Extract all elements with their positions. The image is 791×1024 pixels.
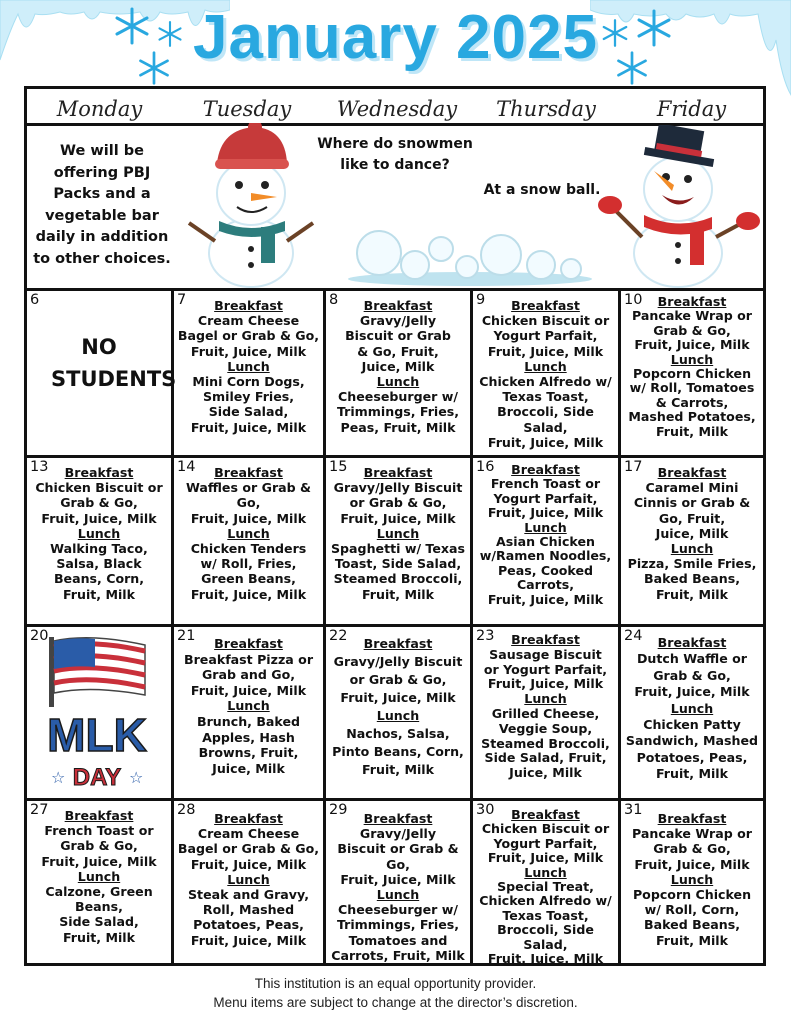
day-cell-23 [473, 627, 618, 798]
breakfast-menu: Sausage Biscuit or Yogurt Parfait, Fruit, Juice, Milk [483, 646, 608, 692]
day-number: 7 [177, 292, 187, 308]
day-cell-16 [473, 458, 618, 624]
breakfast-label: Breakfast [363, 811, 433, 826]
breakfast-menu: Chicken Biscuit or Grab & Go, Fruit, Juice, Milk [35, 480, 163, 526]
day-header-wednesday: Wednesday [336, 97, 458, 121]
lunch-menu: Spaghetti w/ Texas Toast, Side Salad, Steamed Broccoli, Fruit, Milk [330, 541, 466, 602]
breakfast-label: Breakfast [511, 298, 580, 313]
day-number: 28 [177, 802, 196, 818]
breakfast-label: Breakfast [657, 635, 727, 650]
day-cell-21 [174, 627, 323, 798]
snowman-left-illustration [185, 123, 320, 289]
breakfast-menu: French Toast or Grab & Go, Fruit, Juice, Milk [41, 823, 157, 869]
lunch-label: Lunch [670, 351, 714, 367]
day-number: 16 [476, 459, 495, 475]
day-number: 9 [476, 292, 486, 308]
breakfast-label: Breakfast [214, 465, 283, 480]
day-number: 24 [624, 628, 643, 644]
lunch-menu: Cheeseburger w/ Trimmings, Fries, Peas, Fruit, Milk [336, 389, 460, 435]
lunch-menu: Pizza, Smile Fries, Baked Beans, Fruit, Milk [627, 556, 757, 602]
calendar-grid [24, 86, 766, 966]
lunch-label: Lunch [524, 519, 567, 535]
day-number: 15 [329, 459, 348, 475]
snowman-right-illustration [592, 125, 764, 289]
breakfast-label: Breakfast [363, 636, 433, 651]
breakfast-label: Breakfast [363, 465, 433, 480]
day-number: 30 [476, 802, 495, 818]
day-header-thursday: Thursday [496, 97, 596, 121]
lunch-menu: Chicken Patty Sandwich, Mashed Potatoes, Peas, Fruit, Milk [625, 717, 759, 782]
footer-disclaimer: Menu items are subject to change at the director’s discretion. [213, 995, 578, 1010]
lunch-menu: Grilled Cheese, Veggie Soup, Steamed Broccoli, Side Salad, Fruit, Juice, Milk [481, 705, 610, 781]
breakfast-label: Breakfast [363, 298, 433, 313]
day-cell-8 [326, 291, 470, 455]
lunch-menu: Nachos, Salsa, Pinto Beans, Corn, Fruit, Milk [332, 726, 464, 777]
mlk-day-text: DAY [72, 764, 122, 791]
breakfast-label: Breakfast [214, 298, 283, 313]
mlk-day-flag-illustration [41, 633, 153, 793]
day-cell-20 [27, 627, 171, 798]
day-cell-6 [27, 291, 177, 455]
no-students-notice: NO STUDENTS [51, 335, 177, 391]
lunch-menu: Steak and Gravy, Roll, Mashed Potatoes, Peas, Fruit, Juice, Milk [187, 887, 310, 948]
breakfast-menu: French Toast or Yogurt Parfait, Fruit, Juice, Milk [487, 476, 604, 521]
lunch-label: Lunch [670, 871, 714, 887]
lunch-label: Lunch [524, 358, 567, 374]
day-cell-29 [326, 801, 470, 965]
lunch-label: Lunch [227, 871, 270, 887]
star-icon: ☆ [129, 768, 144, 787]
joke-answer: At a snow ball. [483, 182, 601, 198]
day-number: 8 [329, 292, 339, 308]
lunch-menu: Special Treat, Chicken Alfredo w/ Texas Toast, Broccoli, Side Salad, Fruit, Juice, Milk [479, 879, 612, 967]
breakfast-menu: Gravy/Jelly Biscuit or Grab & Go, Fruit, Juice, Milk [345, 313, 451, 374]
breakfast-label: Breakfast [214, 811, 283, 826]
lunch-menu: Chicken Tenders w/ Roll, Fries, Green Beans, Fruit, Juice, Milk [190, 541, 307, 602]
day-number: 13 [30, 459, 49, 475]
breakfast-label: Breakfast [511, 632, 580, 647]
lunch-menu: Calzone, Green Beans, Side Salad, Fruit, Milk [45, 884, 153, 945]
day-header-friday: Friday [656, 97, 727, 121]
lunch-label: Lunch [77, 525, 121, 541]
lunch-label: Lunch [227, 358, 270, 374]
day-cell-30 [473, 801, 618, 965]
lunch-label: Lunch [524, 691, 567, 707]
breakfast-menu: Cream Cheese Bagel or Grab & Go, Fruit, Juice, Milk [177, 826, 320, 872]
breakfast-label: Breakfast [511, 807, 580, 822]
day-cell-14 [174, 458, 323, 624]
lunch-label: Lunch [670, 700, 714, 716]
lunch-label: Lunch [376, 525, 420, 541]
snowballs-illustration [345, 225, 595, 287]
breakfast-menu: Chicken Biscuit or Yogurt Parfait, Fruit, Juice, Milk [481, 313, 610, 359]
lunch-menu: Brunch, Baked Apples, Hash Browns, Fruit, Juice, Milk [196, 713, 301, 776]
day-number: 23 [476, 628, 495, 644]
lunch-label: Lunch [376, 374, 420, 390]
lunch-label: Lunch [524, 864, 567, 880]
breakfast-menu: Pancake Wrap or Grab & Go, Fruit, Juice, Milk [632, 826, 752, 872]
day-cell-9 [473, 291, 618, 455]
star-icon: ☆ [51, 768, 66, 787]
day-cell-17 [621, 458, 763, 624]
lunch-menu: Popcorn Chicken w/ Roll, Tomatoes & Carrots, Mashed Potatoes, Fruit, Milk [628, 366, 756, 439]
mlk-text: MLK [47, 709, 147, 761]
day-number: 14 [177, 459, 196, 475]
lunch-label: Lunch [227, 525, 270, 541]
day-cell-27 [27, 801, 171, 965]
day-number: 6 [30, 292, 40, 308]
day-cell-22 [326, 627, 470, 798]
joke-question: Where do snowmen like to dance? [317, 136, 473, 173]
breakfast-label: Breakfast [64, 808, 134, 823]
day-cell-31 [621, 801, 763, 965]
day-number: 22 [329, 628, 348, 644]
breakfast-label: Breakfast [657, 811, 727, 826]
lunch-menu: Cheeseburger w/ Trimmings, Fries, Tomatoes and Carrots, Fruit, Milk [331, 902, 465, 963]
day-number: 31 [624, 802, 643, 818]
day-cell-24 [621, 627, 763, 798]
breakfast-menu: Waffles or Grab & Go, Fruit, Juice, Milk [185, 480, 312, 526]
day-number: 21 [177, 628, 196, 644]
breakfast-label: Breakfast [657, 294, 727, 309]
breakfast-menu: Cream Cheese Bagel or Grab & Go, Fruit, Juice, Milk [177, 313, 320, 359]
intro-text: We will be offering PBJ Packs and a vegetable bar daily in addition to other choices. [33, 143, 171, 267]
day-cell-7 [174, 291, 323, 455]
day-cell-10 [621, 291, 763, 455]
breakfast-menu: Dutch Waffle or Grab & Go, Fruit, Juice, Milk [634, 651, 750, 700]
day-number: 27 [30, 802, 49, 818]
breakfast-menu: Gravy/Jelly Biscuit or Grab & Go, Fruit, Juice, Milk [337, 826, 459, 887]
day-cell-13 [27, 458, 171, 624]
lunch-label: Lunch [376, 887, 420, 903]
day-number: 17 [624, 459, 643, 475]
breakfast-label: Breakfast [214, 636, 283, 651]
breakfast-menu: Gravy/Jelly Biscuit or Grab & Go, Fruit, Juice, Milk [333, 654, 463, 705]
day-number: 29 [329, 802, 348, 818]
breakfast-menu: Pancake Wrap or Grab & Go, Fruit, Juice, Milk [632, 308, 752, 353]
breakfast-label: Breakfast [64, 465, 134, 480]
breakfast-menu: Breakfast Pizza or Grab and Go, Fruit, Juice, Milk [183, 651, 314, 698]
day-number: 10 [624, 292, 643, 308]
breakfast-label: Breakfast [511, 462, 580, 477]
day-cell-28 [174, 801, 323, 965]
day-header-tuesday: Tuesday [202, 97, 292, 121]
lunch-menu: Chicken Alfredo w/ Texas Toast, Broccoli, Side Salad, Fruit, Juice, Milk [479, 374, 612, 450]
day-number: 20 [30, 628, 49, 644]
breakfast-menu: Caramel Mini Cinnis or Grab & Go, Fruit, Juice, Milk [633, 480, 751, 541]
footer-equal-opportunity: This institution is an equal opportunity provider. [254, 976, 537, 991]
day-header-monday: Monday [56, 97, 143, 121]
lunch-menu: Popcorn Chicken w/ Roll, Corn, Baked Beans, Fruit, Milk [632, 887, 752, 948]
lunch-menu: Mini Corn Dogs, Smiley Fries, Side Salad, Fruit, Juice, Milk [190, 374, 307, 435]
lunch-label: Lunch [77, 868, 121, 884]
page-title: January 2025 [193, 3, 598, 72]
lunch-label: Lunch [670, 541, 714, 557]
lunch-menu: Asian Chicken w/Ramen Noodles, Peas, Cooked Carrots, Fruit, Juice, Milk [479, 534, 612, 607]
lunch-menu: Walking Taco, Salsa, Black Beans, Corn, Fruit, Milk [50, 541, 148, 602]
lunch-label: Lunch [376, 708, 420, 723]
lunch-label: Lunch [227, 698, 270, 714]
breakfast-menu: Gravy/Jelly Biscuit or Grab & Go, Fruit, Juice, Milk [333, 480, 463, 526]
breakfast-label: Breakfast [657, 465, 727, 480]
breakfast-menu: Chicken Biscuit or Yogurt Parfait, Fruit, Juice, Milk [481, 821, 610, 866]
day-cell-15 [326, 458, 470, 624]
